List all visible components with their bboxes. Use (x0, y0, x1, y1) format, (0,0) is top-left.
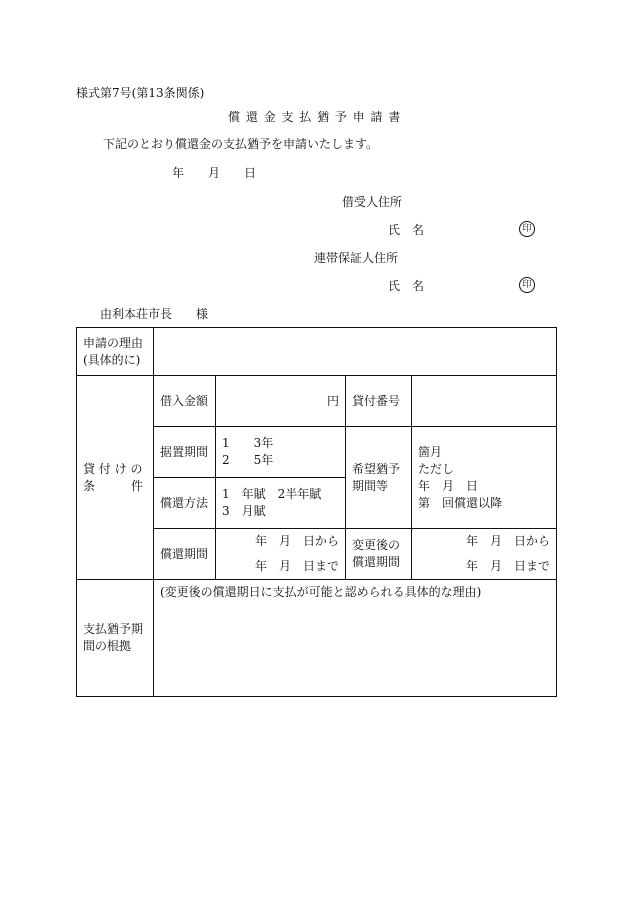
applicant-address-label: 借受人住所 (342, 195, 403, 209)
reason-label: 申請の理由 (具体的に) (77, 328, 154, 376)
guarantor-seal-mark: 印 (519, 277, 535, 293)
loan-amount-label: 借入金額 (154, 376, 216, 427)
document-title: 償 還 金 支 払 猶 予 申 請 書 (228, 110, 402, 124)
guarantor-address-label: 連帯保証人住所 (314, 251, 399, 265)
repayment-method-options[interactable]: 1 年賦 2半年賦 3 月賦 (216, 478, 346, 529)
loan-terms-label: 貸 付 け の 条 件 (77, 376, 154, 580)
changed-to: 年 月 日まで (465, 559, 550, 573)
loan-amount-field[interactable] (216, 376, 346, 427)
application-table (76, 327, 557, 697)
period-to: 年 月 日まで (254, 559, 339, 573)
basis-label: 支払猶予期 間の根拠 (77, 580, 154, 697)
form-number: 様式第7号(第13条関係) (76, 86, 205, 100)
loan-number-field[interactable] (412, 376, 557, 427)
loan-number-label: 貸付番号 (346, 376, 412, 427)
deferment-label: 据置期間 (154, 427, 216, 478)
changed-period-label: 変更後の 償還期間 (346, 529, 412, 580)
yen-unit: 円 (326, 393, 339, 408)
reason-field[interactable] (154, 328, 557, 376)
changed-from: 年 月 日から (465, 534, 550, 548)
basis-field[interactable] (154, 580, 557, 697)
guarantor-name-label: 氏 名 (388, 279, 425, 293)
requested-label: 希望猶予 期間等 (346, 427, 412, 529)
period-from: 年 月 日から (254, 534, 339, 548)
applicant-seal-mark: 印 (519, 221, 535, 237)
deferment-options[interactable]: 1 3年 2 5年 (216, 427, 346, 478)
repayment-method-label: 償還方法 (154, 478, 216, 529)
basis-note: (変更後の償還期日に支払が可能と認められる具体的な理由) (160, 585, 482, 599)
requested-field[interactable]: 箇月 ただし 年 月 日 第 回償還以降 (412, 427, 557, 529)
applicant-name-label: 氏 名 (388, 223, 425, 237)
addressee: 由利本荘市長 様 (100, 307, 209, 321)
intro-text: 下記のとおり償還金の支払猶予を申請いたします。 (103, 137, 379, 151)
repayment-period-field[interactable] (216, 529, 346, 580)
date-line: 年 月 日 (172, 166, 257, 180)
repayment-period-label: 償還期間 (154, 529, 216, 580)
changed-period-field[interactable] (412, 529, 557, 580)
